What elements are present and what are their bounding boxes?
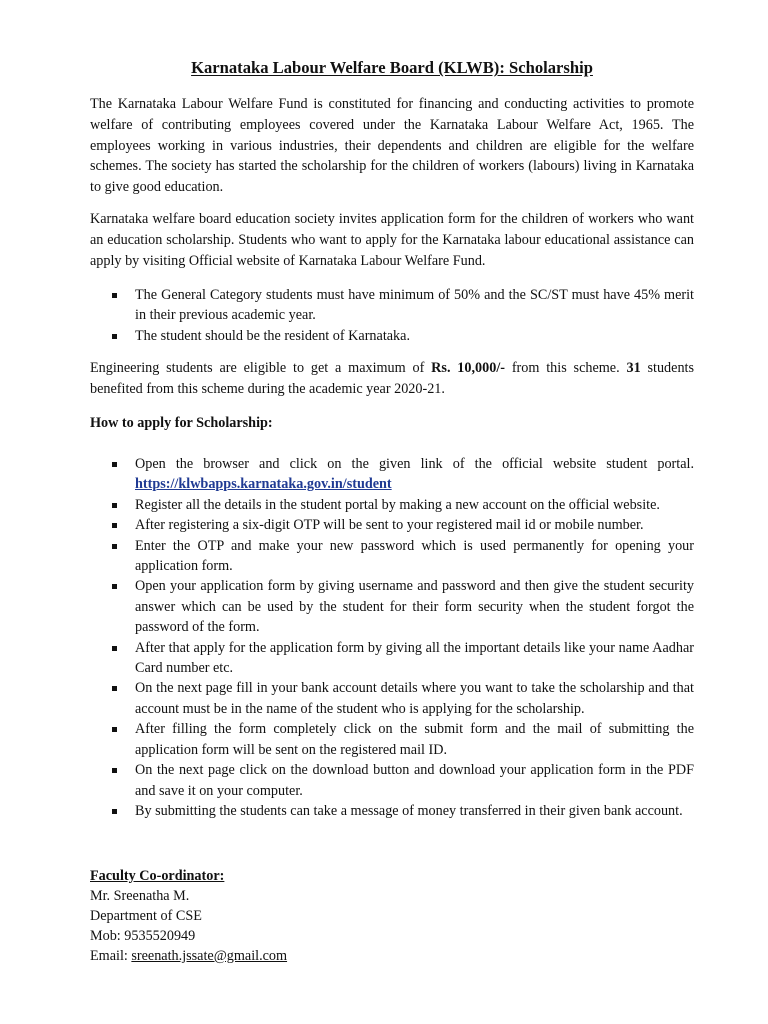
bullet-icon bbox=[112, 768, 117, 773]
coordinator-department: Department of CSE bbox=[90, 908, 202, 924]
bullet-icon bbox=[112, 334, 117, 339]
coordinator-mobile: Mob: 9535520949 bbox=[90, 928, 196, 944]
list-item: The General Category students must have minimum of 50% and the SC/ST must have 45% merit in their previous academic year. bbox=[90, 285, 694, 326]
bullet-icon bbox=[112, 584, 117, 589]
list-item: Register all the details in the student portal by making a new account on the official website. bbox=[90, 495, 694, 515]
bullet-icon bbox=[112, 686, 117, 691]
list-item: On the next page fill in your bank account details where you want to take the scholarship and that account must be in the name of the student who is applying for the scholarship. bbox=[90, 678, 694, 719]
scholarship-amount: Rs. 10,000/- bbox=[431, 360, 505, 376]
list-item: After registering a six-digit OTP will be sent to your registered mail id or mobile number. bbox=[90, 515, 694, 535]
bullet-icon bbox=[112, 809, 117, 814]
student-portal-link[interactable]: https://klwbapps.karnataka.gov.in/student bbox=[135, 476, 392, 493]
bullet-icon bbox=[112, 544, 117, 549]
steps-list bbox=[90, 454, 694, 821]
bullet-icon bbox=[112, 646, 117, 651]
list-item: Open your application form by giving username and password and then give the student security answer which can be used by the student for their form security when the student forgot the password of the form. bbox=[90, 576, 694, 637]
coordinator-heading: Faculty Co-ordinator: bbox=[90, 868, 225, 884]
bullet-icon bbox=[112, 523, 117, 528]
student-count: 31 bbox=[626, 360, 641, 376]
list-item: By submitting the students can take a message of money transferred in their given bank account. bbox=[90, 801, 694, 821]
list-item: Enter the OTP and make your new password which is used permanently for opening your application form. bbox=[90, 536, 694, 577]
intro-paragraph: The Karnataka Labour Welfare Fund is constituted for financing and conducting activities to promote welfare of contributing employees covered under the Karnataka Labour Welfare Act, 1965. The employees working in various industries, their dependents and children are eligible for the welfare schemes. The society has started the scholarship for the children of workers (labours) living in Karnataka to give good education. bbox=[90, 96, 694, 196]
email-link[interactable]: sreenath.jssate@gmail.com bbox=[131, 948, 288, 964]
how-to-apply-heading: How to apply for Scholarship: bbox=[90, 415, 273, 431]
page-title: Karnataka Labour Welfare Board (KLWB): Scholarship bbox=[191, 58, 593, 77]
benefit-paragraph: Engineering students are eligible to get a maximum of Rs. 10,000/- from this scheme. 31 students benefited from this scheme during the academic year 2020-21. bbox=[90, 360, 695, 397]
list-item: Open the browser and click on the given link of the official website student portal. https://klwbapps.karnataka.gov.in/student bbox=[90, 454, 694, 495]
coordinator-email: Email: sreenath.jssate@gmail.com bbox=[90, 948, 288, 964]
eligibility-list bbox=[90, 285, 694, 346]
list-item: After that apply for the application form by giving all the important details like your name Aadhar Card number etc. bbox=[90, 638, 694, 679]
bullet-icon bbox=[112, 293, 117, 298]
list-item: After filling the form completely click on the submit form and the mail of submitting the application form will be sent on the registered mail ID. bbox=[90, 719, 694, 760]
bullet-icon bbox=[112, 727, 117, 732]
invite-paragraph: Karnataka welfare board education society invites application form for the children of workers who want an education scholarship. Students who want to apply for the Karnataka labour educational assistance can apply by visiting Official website of Karnataka Labour Welfare Fund. bbox=[90, 211, 694, 269]
bullet-icon bbox=[112, 462, 117, 467]
coordinator-block bbox=[90, 866, 694, 966]
list-item: The student should be the resident of Karnataka. bbox=[90, 326, 694, 346]
coordinator-name: Mr. Sreenatha M. bbox=[90, 888, 190, 904]
list-item: On the next page click on the download button and download your application form in the PDF and save it on your computer. bbox=[90, 760, 694, 801]
bullet-icon bbox=[112, 503, 117, 508]
